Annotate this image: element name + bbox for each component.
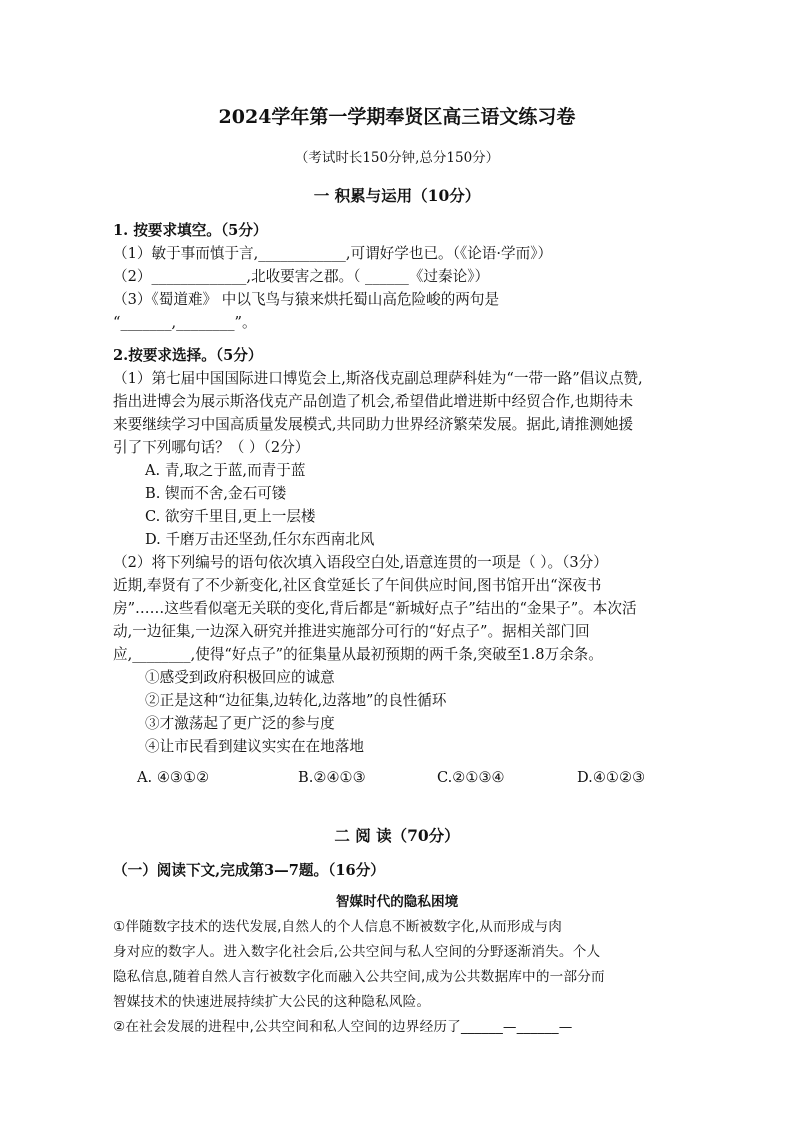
q2-part2-line: 近期,奉贤有了不少新变化,社区食堂延长了午间供应时间,图书馆开出“深夜书 [113, 577, 602, 594]
q1-heading: 1. 按要求填空。（5分） [113, 222, 268, 239]
article-line: 身对应的数字人。进入数字化社会后,公共空间与私人空间的分野逐渐消失。个人 [113, 944, 601, 960]
article-line: 智媒技术的快速进展持续扩大公民的这种隐私风险。 [113, 994, 431, 1010]
q2-stem-line: 引了下列哪句话？（ ）（2分） [113, 439, 310, 456]
option-c: C. 欲穷千里目,更上一层楼 [145, 508, 316, 525]
q1-line: （3）《蜀道难》 中以飞鸟与猿来烘托蜀山高危险峻的两句是 [113, 291, 500, 308]
q2-part2-line: （2）将下列编号的语句依次填入语段空白处,语意连贯的一项是（ ）。（3分） [113, 554, 608, 571]
article-line: ①伴随数字技术的迭代发展,自然人的个人信息不断被数字化,从而形成与肉 [113, 919, 563, 935]
article-title: 智媒时代的隐私困境 [335, 894, 459, 910]
reading-part-heading: （一）阅读下文,完成第3—7题。（16分） [113, 862, 385, 879]
q1-line: （2）_____________,北收要害之郡。（ ______《过秦论》） [113, 268, 490, 285]
option-b: B. 锲而不舍,金石可镂 [145, 485, 287, 502]
article-line: ②在社会发展的进程中,公共空间和私人空间的边界经历了______—______— [113, 1019, 573, 1035]
q2-part2-line: 动,一边征集,一边深入研究并推进实施部分可行的“好点子”。据相关部门回 [113, 623, 590, 640]
q2-stem-line: 来要继续学习中国高质量发展模式,共同助力世界经济繁荣发展。据此,请推测她援 [113, 416, 634, 433]
q2-stem-line: （1）第七届中国国际进口博览会上,斯洛伐克副总理萨科娃为“一带一路”倡议点赞, [113, 370, 643, 387]
answer-b: B.②④①③ [298, 769, 366, 786]
q1-line: “_______,________”。 [113, 314, 257, 331]
article-line: 隐私信息,随着自然人言行被数字化而融入公共空间,成为公共数据库中的一部分而 [113, 969, 605, 985]
exam-info: （考试时长150分钟,总分150分） [294, 150, 500, 166]
answer-c: C.②①③④ [437, 769, 505, 786]
sentence-item: ②正是这种“边征集,边转化,边落地”的良性循环 [145, 692, 447, 709]
q2-part2-line: 应,________,使得“好点子”的征集量从最初预期的两千条,突破至1.8万余条。 [113, 646, 603, 663]
q2-heading: 2.按要求选择。（5分） [113, 347, 263, 364]
sentence-item: ①感受到政府积极回应的诚意 [145, 669, 335, 686]
sentence-item: ③才激荡起了更广泛的参与度 [145, 715, 335, 732]
section-heading-reading: 二 阅 读（70分） [334, 826, 460, 845]
section-heading-accumulation: 一 积累与运用（10分） [313, 186, 481, 205]
page-title: 2024学年第一学期奉贤区高三语文练习卷 [218, 106, 576, 128]
option-a: A. 青,取之于蓝,而青于蓝 [145, 462, 306, 479]
q2-stem-line: 指出进博会为展示斯洛伐克产品创造了机会,希望借此增进斯中经贸合作,也期待未 [113, 393, 634, 410]
q2-part2-line: 房”……这些看似毫无关联的变化,背后都是“新城好点子”结出的“金果子”。本次活 [113, 600, 637, 617]
sentence-item: ④让市民看到建议实实在在地落地 [145, 738, 364, 755]
q1-line: （1）敏于事而慎于言,____________,可谓好学也已。（《论语·学而》） [113, 245, 553, 262]
answer-a: A. ④③①② [137, 769, 210, 786]
answer-d: D.④①②③ [577, 769, 646, 786]
option-d: D. 千磨万击还坚劲,任尔东西南北风 [145, 531, 375, 548]
